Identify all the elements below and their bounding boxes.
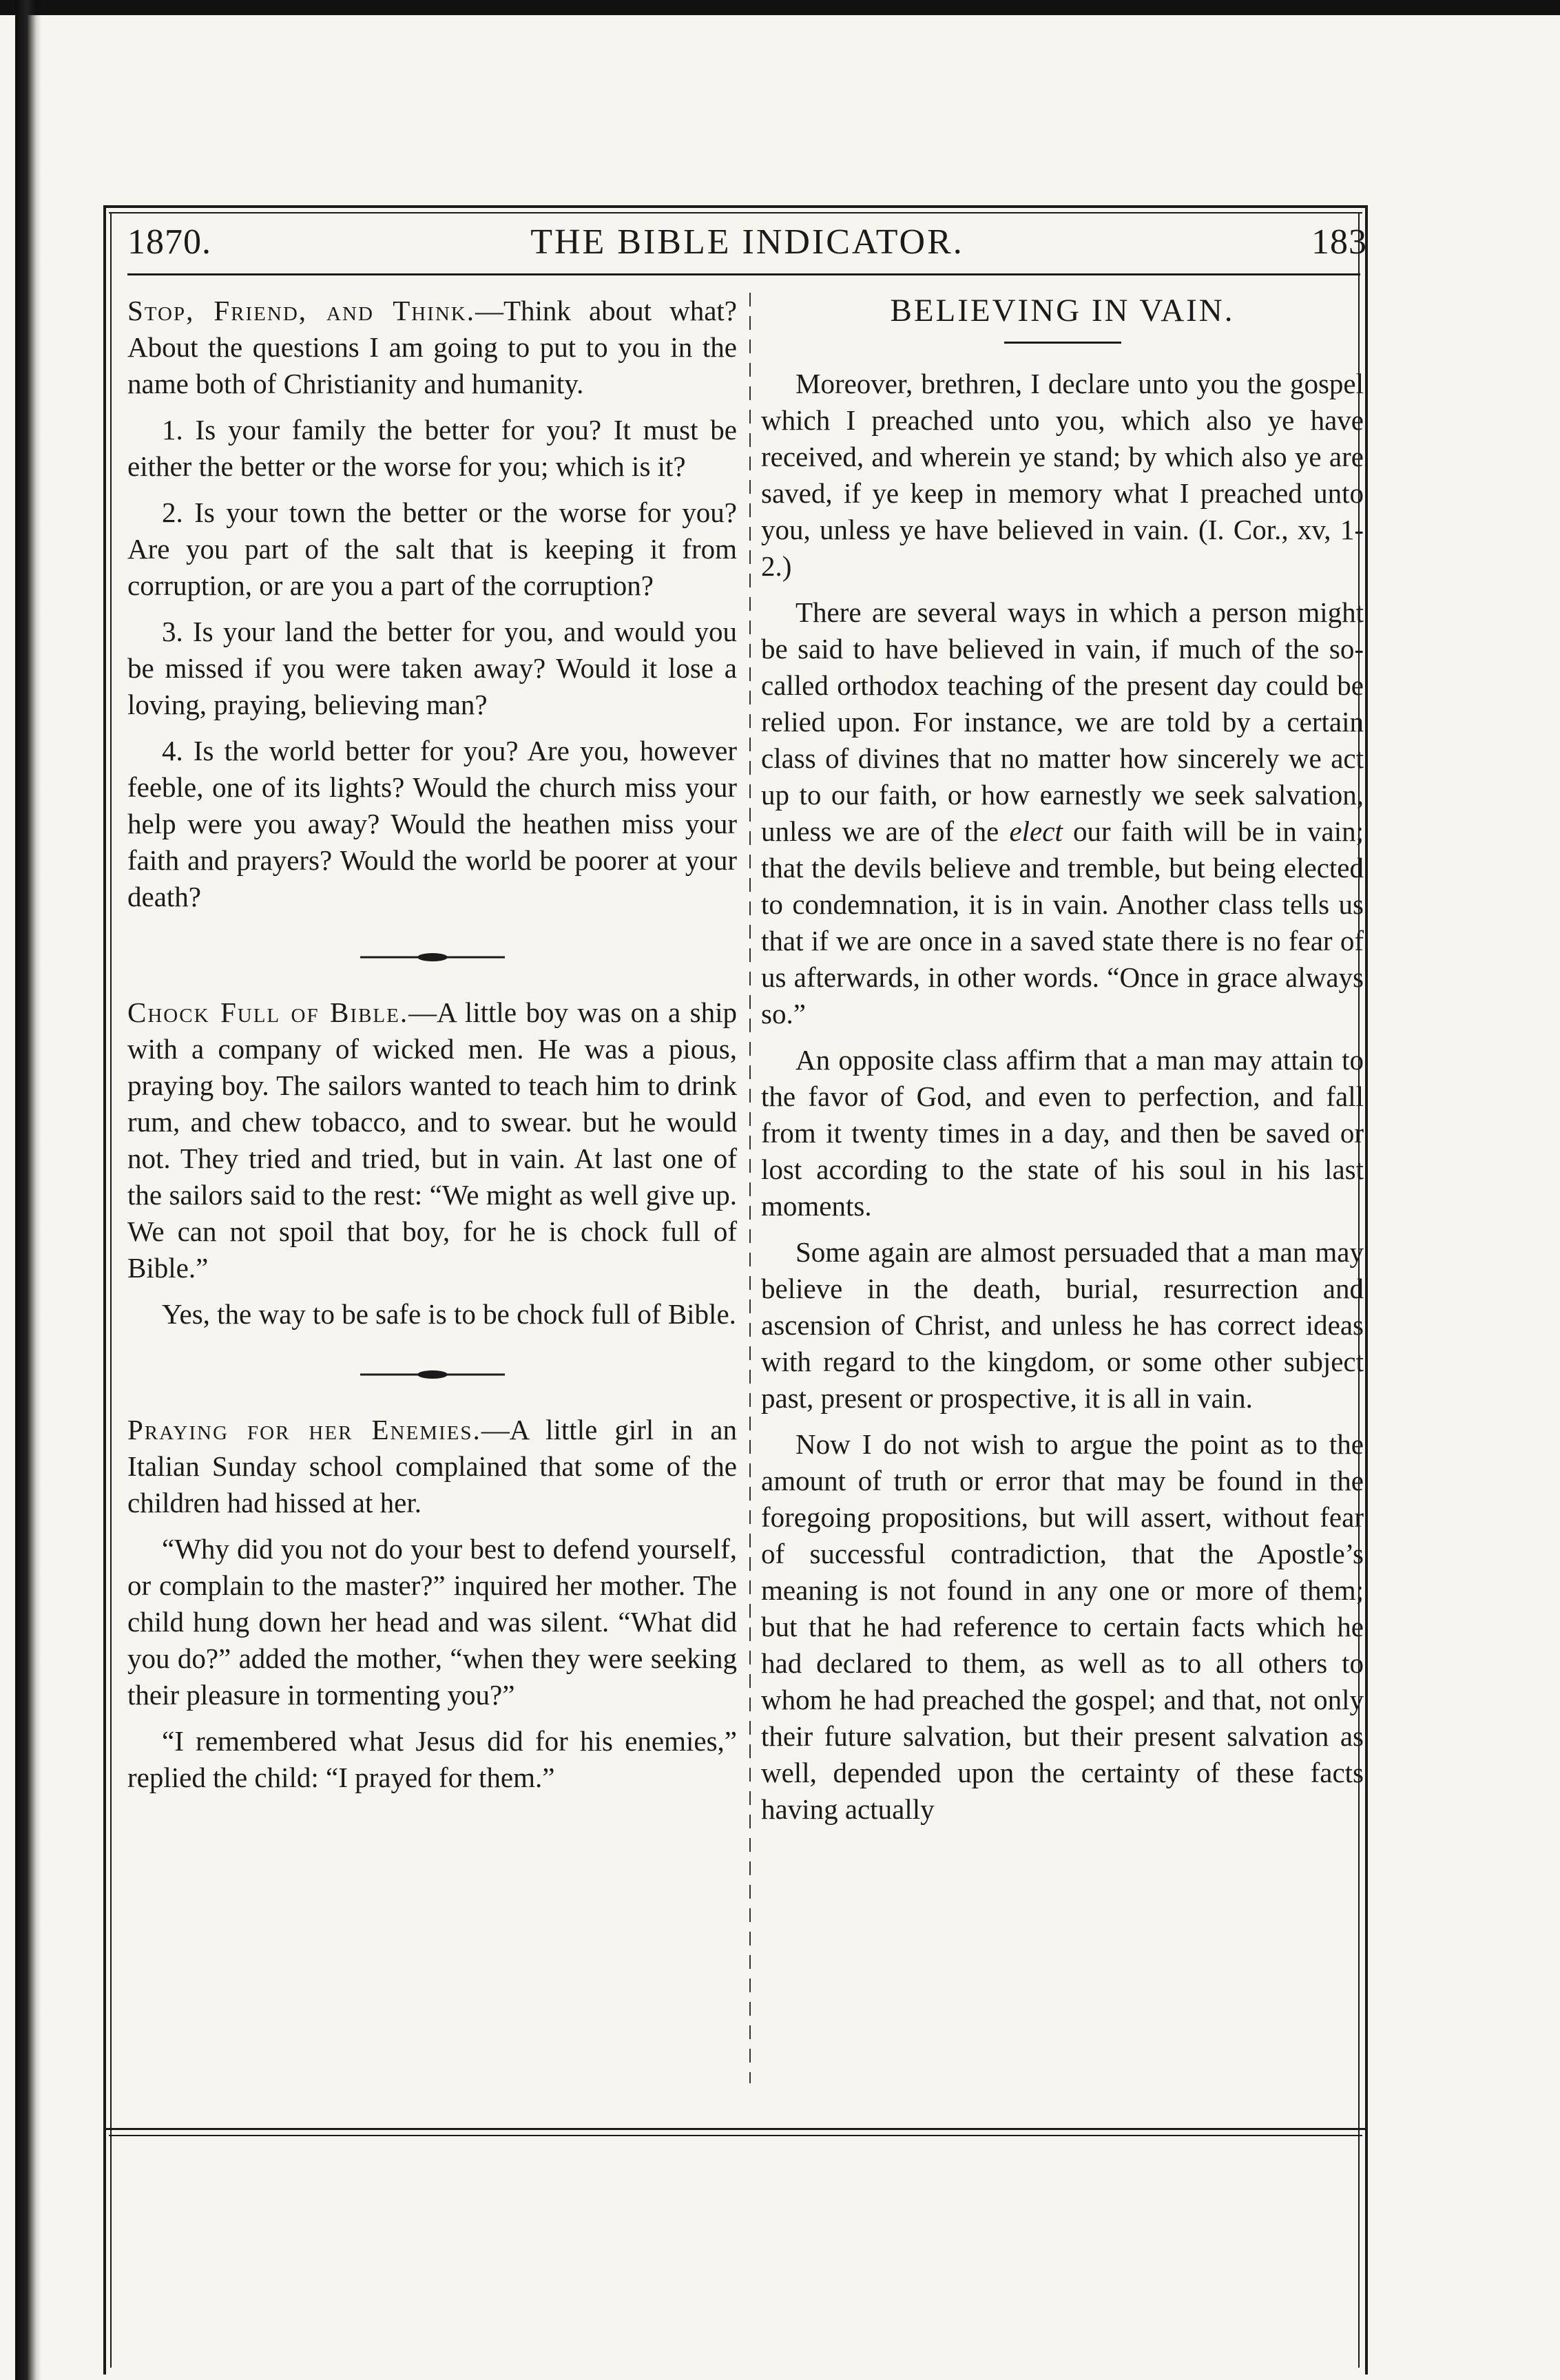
article-conclusion: Yes, the way to be safe is to be chock full of Bible.: [162, 1298, 736, 1330]
question-4: 4. Is the world better for you? Are you, however feeble, one of its lights? Would the church miss your help were you away? Would the heathen miss your faith and prayers? Would the world be poorer at your death?: [127, 735, 737, 912]
right-column: [761, 293, 1364, 1837]
question-2: 2. Is your town the better or the worse for you? Are you part of the salt that is keeping it from corruption, or are you a part of the corruption?: [127, 497, 737, 601]
frame-bottom-rule-inner: [109, 2135, 1362, 2136]
article-stop-friend: [127, 293, 737, 402]
article-paragraph: “I remembered what Jesus did for his enemies,” replied the child: “I prayed for them.”: [127, 1725, 737, 1793]
paragraph-text: our faith will be in vain; that the devils believe and tremble, but being elected to condemnation, it is in vain. Another class tells us that if we are once in a saved state there is no fear of us afterwards, in other words. “Once in grace always so.”: [761, 815, 1364, 1030]
scripture-quote: Moreover, brethren, I declare unto you the gospel which I preached unto you, which also ye have received, and wherein ye stand; by which also ye are saved, if ye keep in memory what I preached unto you, unless ye have believed in vain. (I. Cor., xv, 1-2.): [761, 368, 1364, 582]
article-title: BELIEVING IN VAIN.: [890, 293, 1235, 328]
header-title: THE BIBLE INDICATOR.: [530, 222, 964, 262]
article-paragraph: [761, 594, 1364, 1032]
paragraph-text: There are several ways in which a person might be said to have believed in vain, if much of the so-called orthodox teaching of the present day could be relied upon. For instance, we are told by a certain class of divines that no matter how sincerely we act up to our faith, or how earnestly we seek salvation, unless we are of the: [761, 596, 1364, 847]
frame-bottom-rule: [103, 2128, 1367, 2130]
article-intro: —Think about what? About the questions I am going to put to you in the name both of Christianity and humanity.: [127, 295, 737, 399]
article-paragraph: “Why did you not do your best to defend yourself, or complain to the master?” inquired her mother. The child hung down her head and was silent. “What did you do?” added the mother, “when they were seeking their pleasure in tormenting you?”: [127, 1533, 737, 1711]
article-paragraph: An opposite class affirm that a man may attain to the favor of God, and even to perfection, and fall from it twenty times in a day, and then be saved or lost according to the state of his soul in his last moments.: [761, 1044, 1364, 1222]
article-praying: [127, 1412, 737, 1521]
scan-binding-shadow: [15, 0, 41, 2380]
article-heading: Stop, Friend, and Think.: [127, 295, 475, 326]
header-page-number: 183: [1311, 222, 1367, 262]
header-bottom-rule: [127, 273, 1360, 275]
frame-top-rule-inner: [109, 212, 1362, 213]
frame-top-rule: [103, 205, 1367, 208]
scan-border-top: [0, 0, 1560, 15]
question-1: 1. Is your family the better for you? It must be either the better or the worse for you; which is it?: [127, 414, 737, 482]
frame-left-rule: [103, 205, 106, 2374]
emphasis-elect: elect: [1009, 815, 1063, 847]
article-heading: Praying for her Enemies.: [127, 1414, 481, 1445]
title-rule: [1004, 342, 1121, 344]
article-chock-full: [127, 994, 737, 1286]
article-paragraph: Some again are almost persuaded that a man may believe in the death, burial, resurrection and ascension of Christ, and unless he has correct ideas with regard to the kingdom, or some other subject past, present or prospective, it is all in vain.: [761, 1236, 1364, 1414]
question-3: 3. Is your land the better for you, and would you be missed if you were taken away? Would it lose a loving, praying, believing man?: [127, 616, 737, 720]
article-body: —A little boy was on a ship with a company of wicked men. He was a pious, praying boy. The sailors wanted to teach him to drink rum, and chew tobacco, and to swear. but he would not. They tried and tried, but in vain. At last one of the sailors said to the rest: “We might as well give up. We can not spoil that boy, for he is chock full of Bible.”: [127, 996, 737, 1284]
article-heading: Chock Full of Bible.: [127, 996, 409, 1028]
section-divider-ornament: [127, 1352, 737, 1388]
left-column: [127, 293, 737, 1806]
column-divider: [749, 293, 751, 2083]
section-divider-ornament: [127, 935, 737, 971]
article-paragraph: Now I do not wish to argue the point as to the amount of truth or error that may be found in the foregoing propositions, but will assert, without fear of successful contradiction, that the Apostle’s meaning is not found in any one or more of them; but that he had reference to certain facts which he had declared to them, as well as to all others to whom he had preached the gospel; and that, not only their future salvation, but their present salvation as well, depended upon the certainty of these facts having actually: [761, 1428, 1364, 1825]
header-year: 1870.: [127, 222, 211, 262]
frame-right-rule: [1365, 205, 1368, 2374]
article-body: —A little girl in an Italian Sunday school complained that some of the children had hissed at her.: [127, 1414, 737, 1518]
frame-left-rule-inner: [110, 212, 112, 2368]
running-header: [127, 222, 1367, 270]
